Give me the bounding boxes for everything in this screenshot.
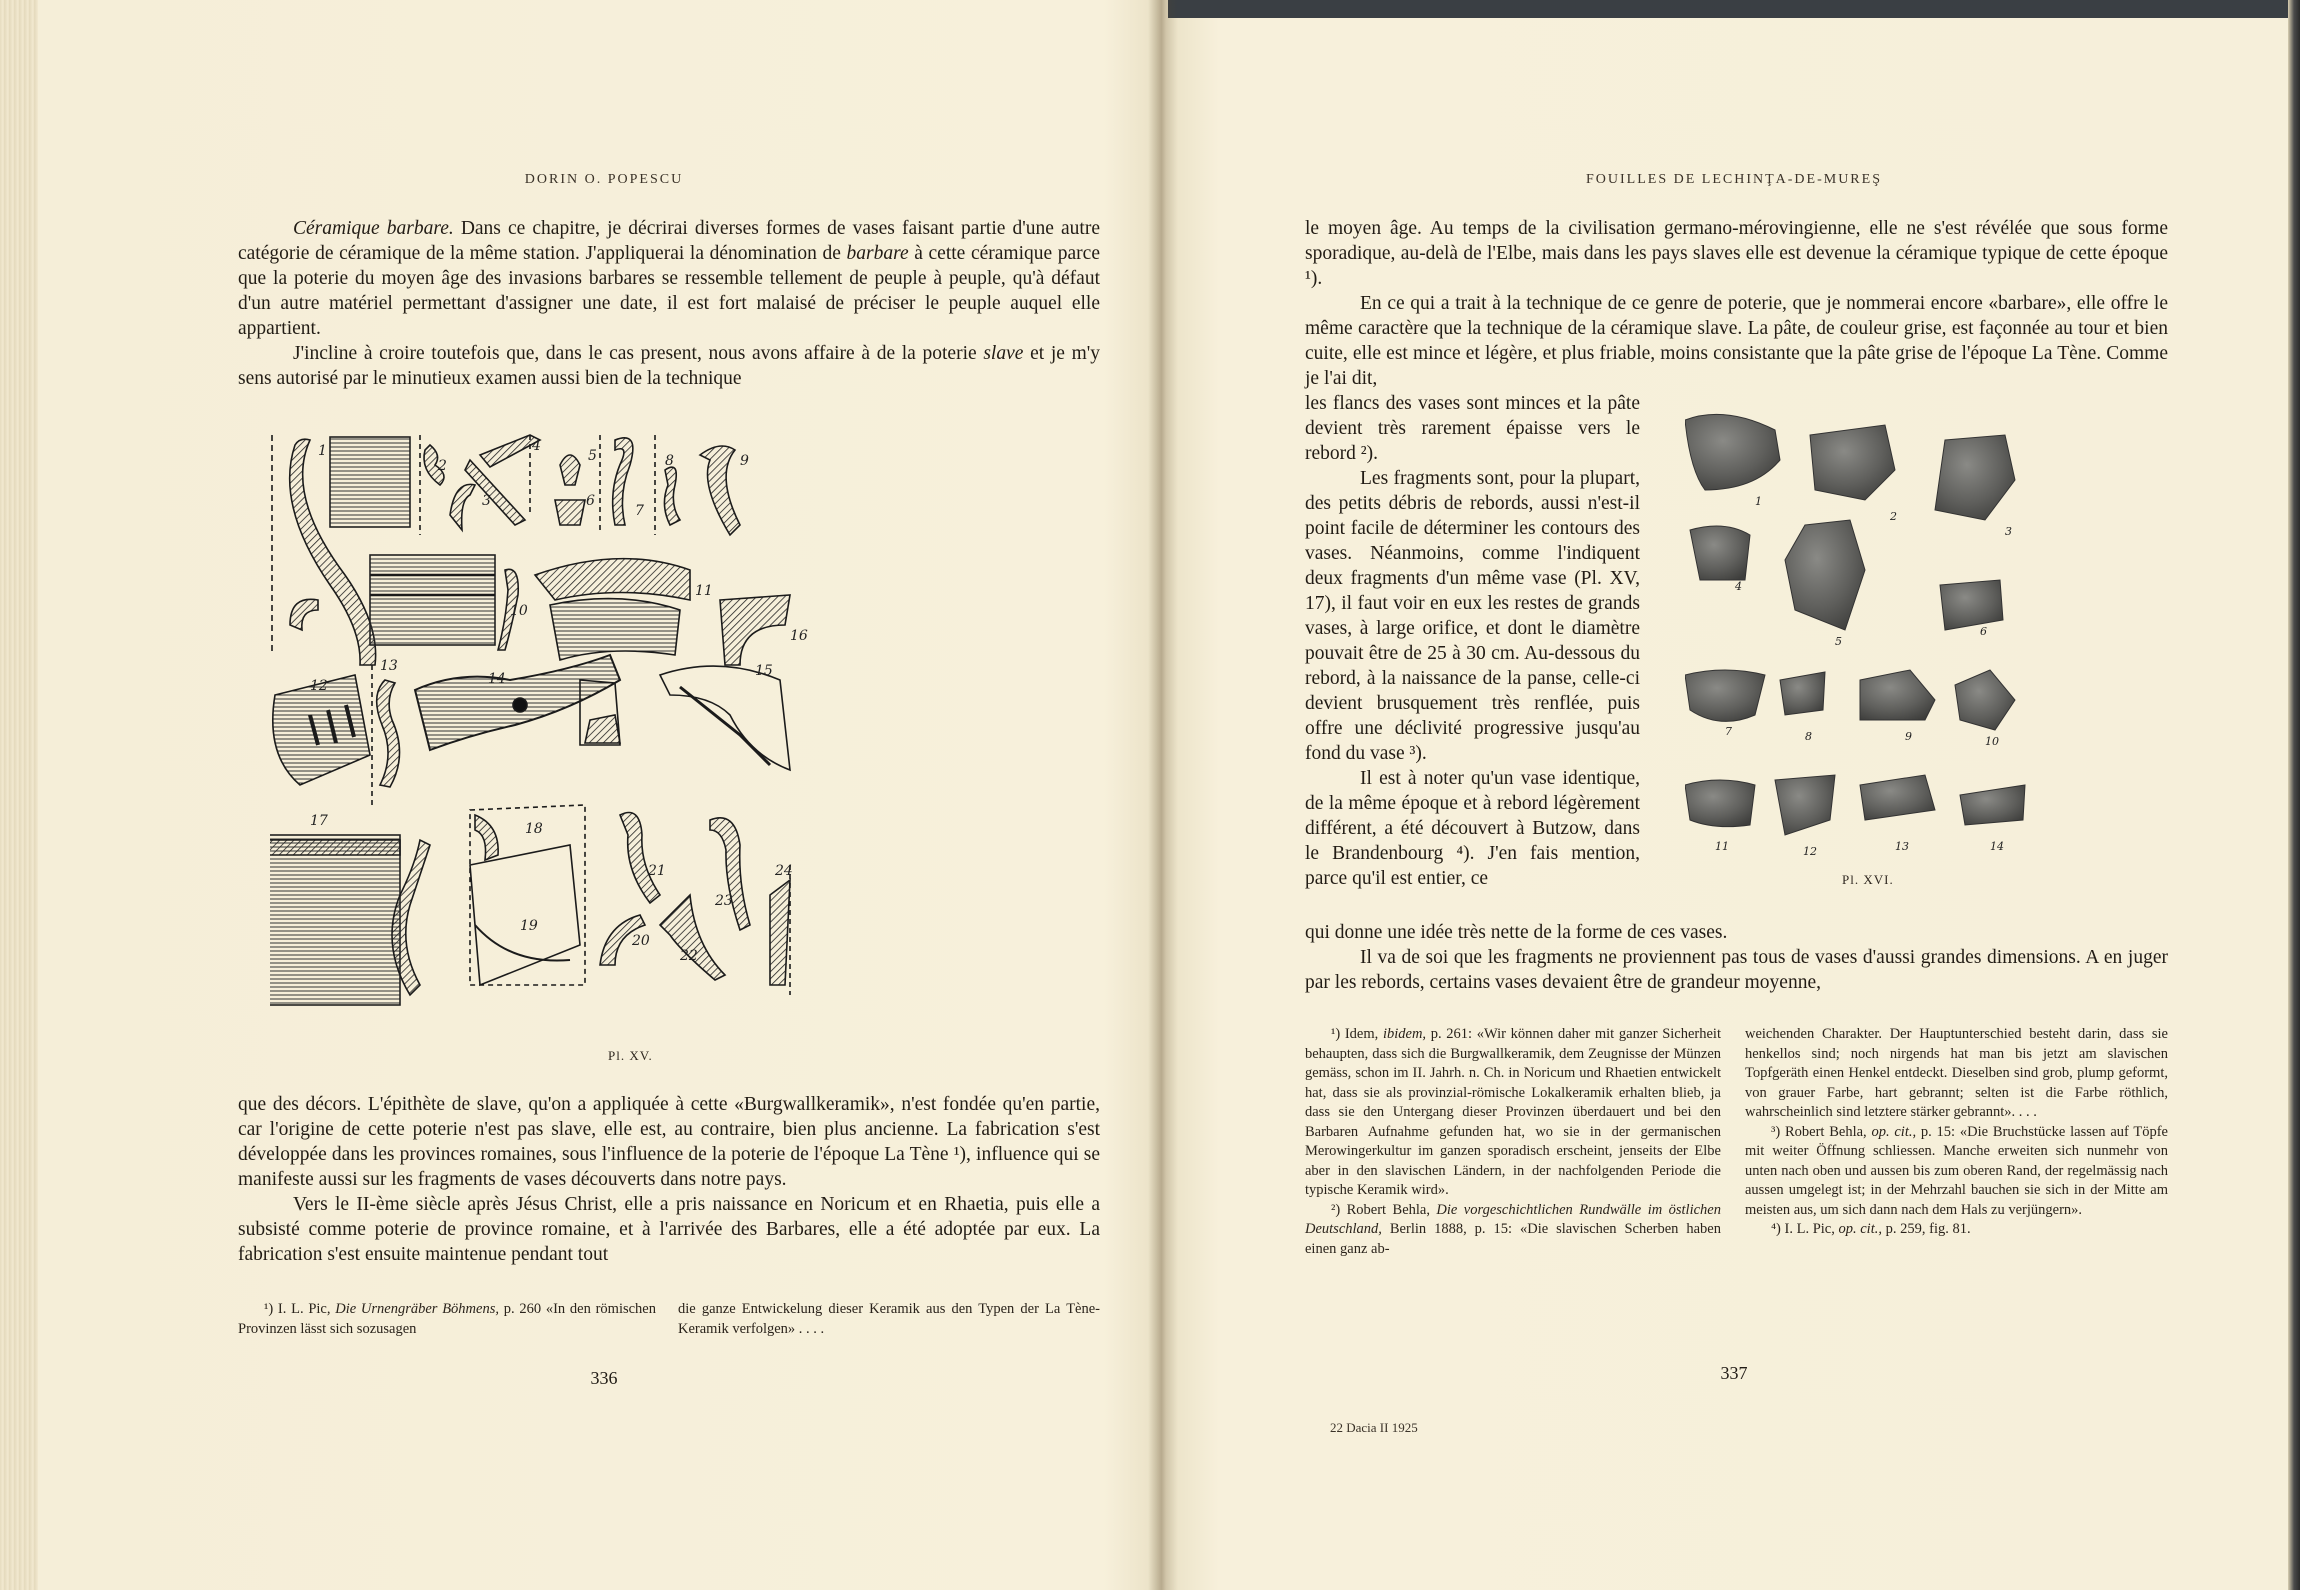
paragraph: les flancs des vases sont minces et la pâte devient très rarement épaisse vers le rebord ²). bbox=[1305, 393, 1640, 464]
fragment-number: 22 bbox=[680, 948, 698, 964]
footnote: die ganze Entwickelung dieser Keramik aus den Typen der La Tène-Keramik verfolgen» . . . . bbox=[678, 1301, 1100, 1337]
fragment-number: 5 bbox=[588, 448, 597, 464]
plate-number: 14 bbox=[1990, 840, 2004, 853]
plate-number: 13 bbox=[1895, 840, 1909, 853]
footnote: ²) Robert Behla, Die vorgeschichtlichen Rundwälle im östlichen Deutschland, Berlin 1888, p. 15: «Die slavischen Scherben haben einen ganz ab- bbox=[1305, 1201, 1721, 1257]
fragment-number: 23 bbox=[715, 893, 733, 909]
footnote: weichenden Charakter. Der Hauptunterschied besteht darin, dass sie henkellos sind; noch nirgends hat man bis jetzt am slavischen Topfgeräth einen Henkel entdeckt. Dieselben sind grob, plump geformt, von grauer Farbe, hart gebrannt; selten ist die Farbe röthlich, wahrscheinlich sind letztere stärker gebrannt». . . . bbox=[1745, 1026, 2168, 1120]
plate-number: 10 bbox=[1985, 735, 1999, 748]
footnote: ¹) Idem, ibidem, p. 261: «Wir können daher mit ganzer Sicherheit behaupten, dass sich die Burgwallkeramik, dem Zeugnisse der Münzen gemäss, schon im II. Jahrh. n. Ch. in Noricum und Rhaetien entwickelt hat, dass sie als provinzial-römische Lokalkeramik erhalten blieb, ja dass sie den Untergang dieser Provinzen überdauert und bei den Barbaren Aufnahme gefunden hat, wo sie in der germanischen Merowingerkultur im ganzen sporadisch erscheint, jenseits der Elbe aber in den slavischen Ländern, in der nachfolgenden Periode die typische Keramik wird». bbox=[1305, 1026, 1721, 1198]
paragraph: Il va de soi que les fragments ne proviennent pas tous de vases d'aussi grandes dimensions. A en juger par les rebords, certains vases devaient être de grandeur moyenne, bbox=[1305, 947, 2168, 993]
left-body-bottom bbox=[238, 1092, 1100, 1267]
fragment-number: 3 bbox=[482, 493, 491, 509]
paragraph: Vers le II-ème siècle après Jésus Christ, elle a pris naissance en Noricum et en Rhaetia, puis elle a subsisté comme poterie de province romaine, et à l'arrivée des Barbares, elle a été adoptée par eux. La fabrication s'est ensuite maintenue pendant tout bbox=[238, 1194, 1100, 1265]
page-number-left: 336 bbox=[590, 1368, 618, 1388]
paragraph: Les fragments sont, pour la plupart, des petits débris de rebords, aussi n'est-il point facile de déterminer les contours des vases. Néanmoins, comme l'indiquent deux fragments d'un même vase (Pl. XV, 17), il faut voir en eux les restes de grands vases, à large orifice, et dont le diamètre pouvait être de 25 à 30 cm. Au-dessous du rebord, à la naissance de la panse, celle-ci devient brusquement très renflée, puis offre une déclivité progressive jusqu'au fond du vase ³). bbox=[1305, 468, 1640, 764]
right-page bbox=[1180, 0, 2288, 1590]
paragraph: J'incline à croire toutefois que, dans le cas present, nous avons affaire à de la poterie slave et je m'y sens autorisé par le minutieux examen aussi bien de la technique bbox=[238, 343, 1100, 389]
fragment-number: 18 bbox=[525, 821, 543, 837]
running-head-left: DORIN O. POPESCU bbox=[524, 172, 684, 187]
fragment-number: 21 bbox=[648, 863, 666, 879]
plate-number: 3 bbox=[2005, 525, 2012, 538]
paragraph: Il est à noter qu'un vase identique, de la même époque et à rebord légèrement différent, a été découvert à Butzow, dans le Brandenbourg ⁴). J'en fais mention, parce qu'il est entier, ce bbox=[1305, 768, 1640, 889]
fragment-number: 16 bbox=[790, 628, 808, 644]
right-body-wrap bbox=[1305, 391, 1640, 891]
plate-number: 7 bbox=[1725, 725, 1732, 738]
paragraph: que des décors. L'épithète de slave, qu'on a appliquée à cette «Burgwallkeramik», n'est fondée qu'en partie, car l'origine de cette poterie n'est pas slave, elle est, au contraire, bien plus ancienne. La fabrication s'est développée dans les provinces romaines, sous l'influence de la poterie de l'époque La Tène ¹), influence qui se manifeste aussi sur les fragments de vases découverts dans notre pays. bbox=[238, 1094, 1100, 1190]
paragraph: En ce qui a trait à la technique de ce genre de poterie, que je nommerai encore «barbare», elle offre le même caractère que la technique de la céramique slave. La pâte, de couleur grise, est façonnée au tour et bien cuite, elle est mince et légère, et plus friable, moins consistante que la pâte grise de l'époque La Tène. Comme je l'ai dit, bbox=[1305, 293, 2168, 389]
book-spine bbox=[1148, 0, 1178, 1590]
plate-number: 11 bbox=[1715, 840, 1729, 853]
plate-number: 2 bbox=[1890, 510, 1897, 523]
fragment-number: 6 bbox=[586, 493, 595, 509]
fragment-number: 4 bbox=[532, 438, 541, 454]
fragment-number: 2 bbox=[438, 458, 447, 474]
plate-number: 5 bbox=[1835, 635, 1842, 648]
page-edges bbox=[0, 0, 38, 1590]
left-body-top bbox=[238, 216, 1100, 391]
plate-number: 8 bbox=[1805, 730, 1812, 743]
footnote-1-left-cont bbox=[678, 1300, 1100, 1339]
fragment-number: 13 bbox=[380, 658, 398, 674]
paragraph: Céramique barbare. Dans ce chapitre, je décrirai diverses formes de vases faisant partie d'une autre catégorie de céramique de la même station. J'appliquerai la dénomination de barbare à cette céramique parce que la poterie du moyen âge des invasions barbares se ressemble tellement de peuple à peuple, qu'à défaut d'un autre matériel permettant d'assigner une date, il est fort malaisé de préciser le peuple auquel elle appartient. bbox=[238, 218, 1100, 339]
fragment-number: 8 bbox=[665, 453, 674, 469]
footnotes-right-col2 bbox=[1745, 1025, 2168, 1240]
fragment-number: 24 bbox=[775, 863, 793, 879]
fragment-number: 12 bbox=[310, 678, 328, 694]
fragment-number: 14 bbox=[488, 671, 506, 687]
section-title: Céramique barbare. bbox=[293, 218, 454, 239]
fragment-number: 17 bbox=[310, 813, 328, 829]
fragment-number: 19 bbox=[520, 918, 538, 934]
paragraph: qui donne une idée très nette de la forme de ces vases. bbox=[1305, 922, 1728, 943]
footnote: ³) Robert Behla, op. cit., p. 15: «Die Bruchstücke lassen auf Töpfe mit weiter Öffnung schliessen. Manche erweiten sich nunmehr von unten nach oben und aussen bis zum oberen Rand, der regelmässig nach aussen umgelegt ist; in der Mehrzahl bauchen sie sich in der Mitte am meisten aus, um sich dann nach dem Hals zu verjüngern». bbox=[1745, 1123, 2168, 1218]
fragment-number: 10 bbox=[510, 603, 528, 619]
page-number-right: 337 bbox=[1720, 1363, 1748, 1383]
footnote: ¹) I. L. Pic, Die Urnengräber Böhmens, p. 260 «In den römischen Provinzen lässt sich sozusagen bbox=[238, 1301, 656, 1337]
right-body-bottom bbox=[1305, 920, 2168, 995]
book-cover-side bbox=[2288, 0, 2300, 1590]
plate-number: 9 bbox=[1905, 730, 1912, 743]
fragment-number: 7 bbox=[635, 503, 644, 519]
plate-xvi-photo bbox=[1685, 410, 2125, 870]
fragment-number: 11 bbox=[695, 583, 713, 599]
plate-number: 1 bbox=[1755, 495, 1762, 508]
footnotes-right-col1 bbox=[1305, 1025, 1721, 1259]
footnote: ⁴) I. L. Pic, op. cit., p. 259, fig. 81. bbox=[1771, 1221, 1971, 1237]
plate-number: 12 bbox=[1803, 845, 1817, 858]
footnote-1-left bbox=[238, 1300, 656, 1339]
fragment-number: 15 bbox=[755, 663, 773, 679]
plate-caption: Pl. XVI. bbox=[1842, 872, 1894, 887]
plate-caption: Pl. XV. bbox=[608, 1048, 653, 1063]
fragment-number: 20 bbox=[632, 933, 650, 949]
fragment-number: 1 bbox=[318, 443, 327, 459]
paragraph: le moyen âge. Au temps de la civilisation germano-mérovingienne, elle ne s'est révélée que sous forme sporadique, au-delà de l'Elbe, mais dans les pays slaves elle est devenue la céramique typique de cette époque ¹). bbox=[1305, 218, 2168, 289]
printer-signature: 22 Dacia II 1925 bbox=[1330, 1420, 1418, 1435]
fragment-number: 9 bbox=[740, 453, 749, 469]
plate-xv-drawings bbox=[270, 425, 1080, 1045]
left-page bbox=[60, 0, 1148, 1590]
running-head-right: FOUILLES DE LECHINŢA-DE-MUREŞ bbox=[1586, 172, 1882, 187]
plate-number: 6 bbox=[1980, 625, 1987, 638]
plate-number: 4 bbox=[1735, 580, 1742, 593]
right-body-top bbox=[1305, 216, 2168, 391]
